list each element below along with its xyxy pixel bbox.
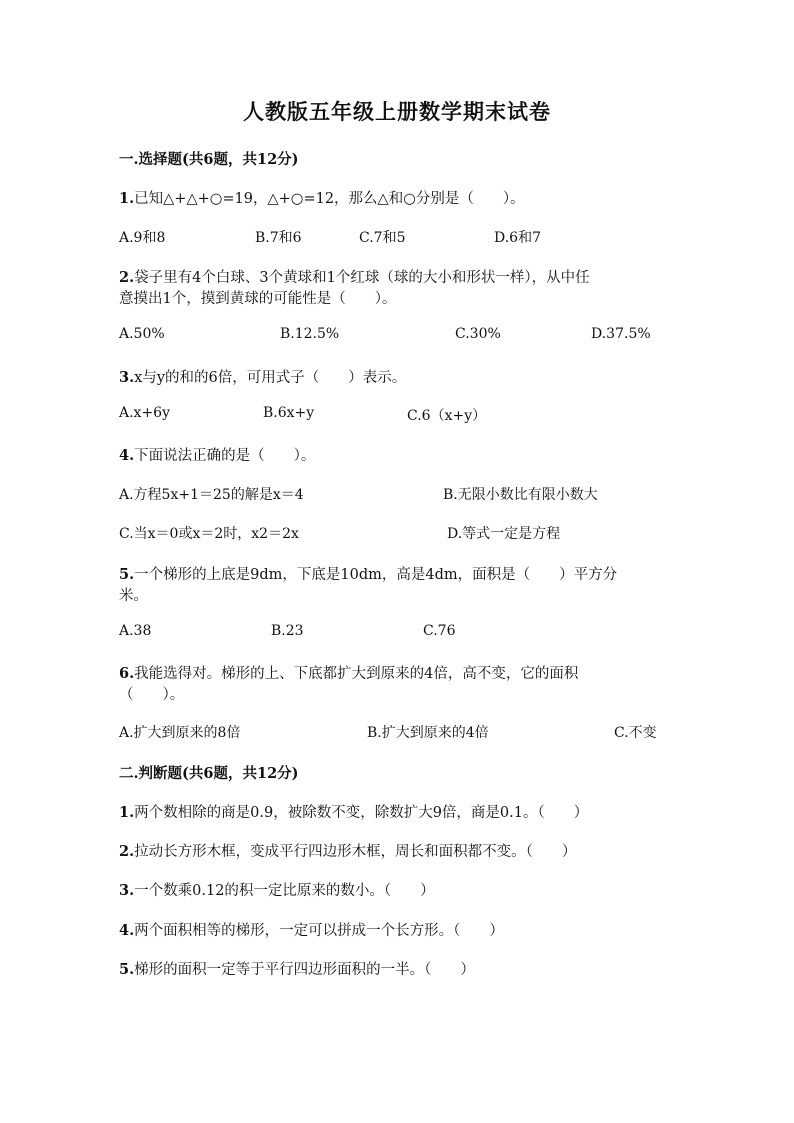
question-6 (119, 662, 578, 683)
question-number: 4. (119, 447, 135, 464)
question-2-line2: 意摸出1个，摸到黄球的可能性是（ ）。 (119, 291, 397, 307)
option-b: B.7和6 (255, 230, 302, 246)
option-b: B.12.5% (280, 326, 340, 342)
option-c: C.当x＝0或x＝2时，x2＝2x (119, 526, 299, 542)
judgment-question-4 (119, 919, 504, 940)
question-6-line2: （ ）。 (119, 687, 185, 703)
question-3 (119, 366, 406, 387)
judgment-question-3 (119, 879, 435, 900)
judgment-question-5 (119, 958, 475, 979)
question-5 (119, 563, 617, 584)
question-number: 6. (119, 665, 135, 682)
option-a: A.50% (119, 326, 165, 342)
option-a: A.38 (119, 623, 152, 639)
question-text: 已知△+△+○=19，△+○=12，那么△和○分别是（ ）。 (134, 191, 525, 207)
question-text: 两个面积相等的梯形，一定可以拼成一个长方形。（ ） (134, 923, 504, 939)
option-d: D.等式一定是方程 (447, 526, 561, 542)
option-b: B.6x+y (263, 405, 315, 421)
option-b: B.扩大到原来的4倍 (367, 725, 489, 741)
question-number: 5. (119, 961, 135, 978)
option-c: C.7和5 (359, 230, 406, 246)
option-c: C.76 (423, 623, 456, 639)
question-number: 1. (119, 804, 135, 821)
question-text: 下面说法正确的是（ ）。 (134, 448, 316, 464)
question-text: 拉动长方形木框，变成平行四边形木框，周长和面积都不变。（ ） (134, 844, 577, 860)
option-c: C.30% (455, 326, 501, 342)
question-text-line1: 我能选得对。梯形的上、下底都扩大到原来的4倍，高不变，它的面积 (134, 666, 579, 682)
option-c: C.不变 (614, 725, 657, 741)
option-a: A.扩大到原来的8倍 (119, 725, 241, 741)
option-b: B.23 (271, 623, 304, 639)
option-d: D.6和7 (494, 230, 541, 246)
option-a: A.9和8 (119, 230, 166, 246)
question-number: 4. (119, 922, 135, 939)
question-2 (119, 266, 590, 287)
section-heading-judgment: 二.判断题(共6题，共12分) (119, 765, 299, 782)
question-5-line2: 米。 (119, 588, 148, 604)
option-c: C.6（x+y） (407, 408, 487, 424)
option-d: D.37.5% (591, 326, 651, 342)
option-b: B.无限小数比有限小数大 (443, 487, 598, 503)
question-text: 一个数乘0.12的积一定比原来的数小。（ ） (134, 883, 435, 899)
question-text-line1: 袋子里有4个白球、3个黄球和1个红球（球的大小和形状一样），从中任 (134, 270, 590, 286)
option-a: A.方程5x+1＝25的解是x＝4 (119, 487, 304, 503)
section-heading-choice: 一.选择题(共6题，共12分) (119, 151, 299, 168)
question-number: 2. (119, 843, 135, 860)
question-4 (119, 444, 315, 465)
question-number: 3. (119, 882, 135, 899)
option-a: A.x+6y (119, 405, 171, 421)
question-text: x与y的和的6倍，可用式子（ ）表示。 (134, 370, 407, 386)
judgment-question-2 (119, 840, 576, 861)
question-text-line1: 一个梯形的上底是9dm，下底是10dm，高是4dm，面积是（ ）平方分 (134, 567, 618, 583)
question-1 (119, 187, 525, 208)
judgment-question-1 (119, 801, 588, 822)
question-number: 1. (119, 190, 135, 207)
question-number: 3. (119, 369, 135, 386)
question-number: 2. (119, 269, 135, 286)
page-title: 人教版五年级上册数学期末试卷 (243, 99, 551, 124)
question-text: 梯形的面积一定等于平行四边形面积的一半。（ ） (134, 962, 475, 978)
question-text: 两个数相除的商是0.9，被除数不变，除数扩大9倍，商是0.1。（ ） (134, 805, 589, 821)
question-number: 5. (119, 566, 135, 583)
